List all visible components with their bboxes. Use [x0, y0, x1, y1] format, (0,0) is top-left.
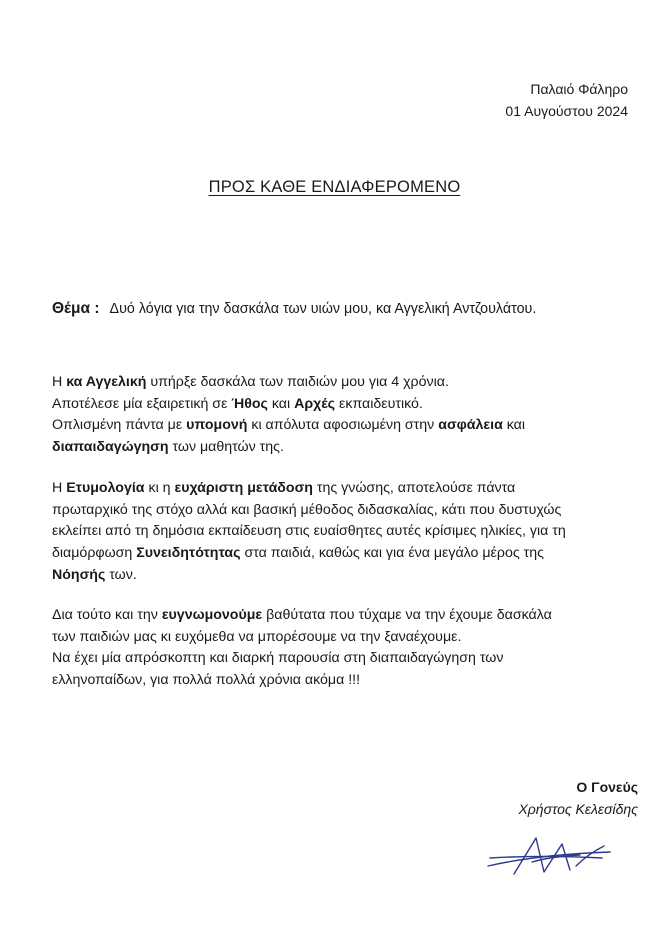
text-segment: Οπλισμένη πάντα με	[52, 417, 187, 434]
bold-text: Ετυμολογία	[66, 480, 145, 496]
paragraph-line	[52, 565, 642, 587]
text-segment: των παιδιών μας κι ευχόμεθα να μπορέσουμε να την ξαναέχουμε.	[52, 628, 462, 645]
text-segment: ελληνοπαίδων, για πολλά πολλά χρόνια ακόμα !!!	[52, 672, 361, 689]
subject-label: Θέμα :	[52, 300, 100, 317]
text-segment: Δια τούτο και την	[52, 607, 162, 623]
text-segment: και	[502, 417, 526, 434]
place-date-block	[505, 78, 628, 122]
text-segment: βαθύτατα που τύχαμε να την έχουμε δασκάλα	[262, 607, 552, 623]
text-segment: Η	[52, 480, 67, 496]
paragraph-line	[52, 605, 642, 627]
paragraph-line	[52, 478, 642, 500]
text-segment: Η	[52, 374, 67, 390]
paragraph-line	[52, 500, 642, 522]
paragraph-3	[52, 605, 642, 692]
text-segment: κι η	[144, 480, 175, 496]
text-segment: Να έχει μία απρόσκοπτη και διαρκή παρουσία στη διαπαιδαγώγηση των	[52, 650, 504, 667]
signature-block	[518, 776, 638, 820]
signer-name: Χρήστος Κελεσίδης	[518, 801, 638, 817]
paragraph-line	[52, 627, 642, 649]
paragraph-line	[52, 437, 642, 459]
bold-text: διαπαιδαγώγηση	[52, 439, 169, 456]
text-segment: υπήρξε δασκάλα των παιδιών μου για 4 χρόνια.	[146, 374, 449, 390]
text-segment: Αποτέλεσε μία εξαιρετική σε	[52, 395, 232, 412]
bold-text: Συνειδητότητας	[136, 545, 241, 562]
paragraph-line	[52, 670, 642, 692]
paragraph-line	[52, 415, 642, 437]
paragraph-line	[52, 543, 642, 565]
bold-text: Ήθος	[231, 395, 268, 412]
paragraph-1	[52, 372, 642, 459]
paragraph-line	[52, 372, 642, 394]
text-segment: των μαθητών της.	[168, 439, 284, 456]
paragraph-2	[52, 478, 642, 587]
paragraph-line	[52, 648, 642, 670]
text-segment: εκλείπει από τη δημόσια εκπαίδευση στις ευαίσθητες αυτές κρίσιμες ηλικίες, για τη	[52, 523, 566, 540]
paragraph-line	[52, 394, 642, 416]
handwritten-signature	[484, 832, 614, 878]
text-segment: της γνώσης, αποτελούσε πάντα	[312, 480, 516, 496]
text-segment: των.	[105, 566, 137, 583]
subject-line	[52, 300, 536, 318]
bold-text: Νόησής	[52, 566, 106, 583]
signer-role: Ο Γονεύς	[576, 779, 638, 795]
subject-text: Δυό λόγια για την δασκάλα των υιών μου, κα Αγγελική Αντζουλάτου.	[109, 301, 537, 317]
place: Παλαιό Φάληρο	[530, 81, 628, 97]
bold-text: υπομονή	[186, 417, 248, 434]
bold-text: ευγνωμονούμε	[161, 607, 263, 623]
bold-text: κα Αγγελική	[66, 374, 147, 390]
bold-text: ευχάριστη μετάδοση	[174, 480, 313, 496]
text-segment: πρωταρχικό της στόχο αλλά και βασική μέθοδος διδασκαλίας, κάτι που δυστυχώς	[52, 501, 562, 518]
text-segment: κι απόλυτα αφοσιωμένη στην	[247, 417, 439, 434]
text-segment: στα παιδιά, καθώς και για ένα μεγάλο μέρος της	[240, 545, 544, 562]
bold-text: Αρχές	[294, 395, 336, 412]
date: 01 Αυγούστου 2024	[505, 103, 628, 119]
text-segment: διαμόρφωση	[52, 545, 137, 562]
text-segment: εκπαιδευτικό.	[335, 395, 423, 412]
paragraph-line	[52, 521, 642, 543]
bold-text: ασφάλεια	[438, 417, 503, 434]
letter-heading: ΠΡΟΣ ΚΑΘΕ ΕΝΔΙΑΦΕΡΟΜΕΝΟ	[208, 178, 461, 196]
text-segment: και	[267, 395, 295, 412]
